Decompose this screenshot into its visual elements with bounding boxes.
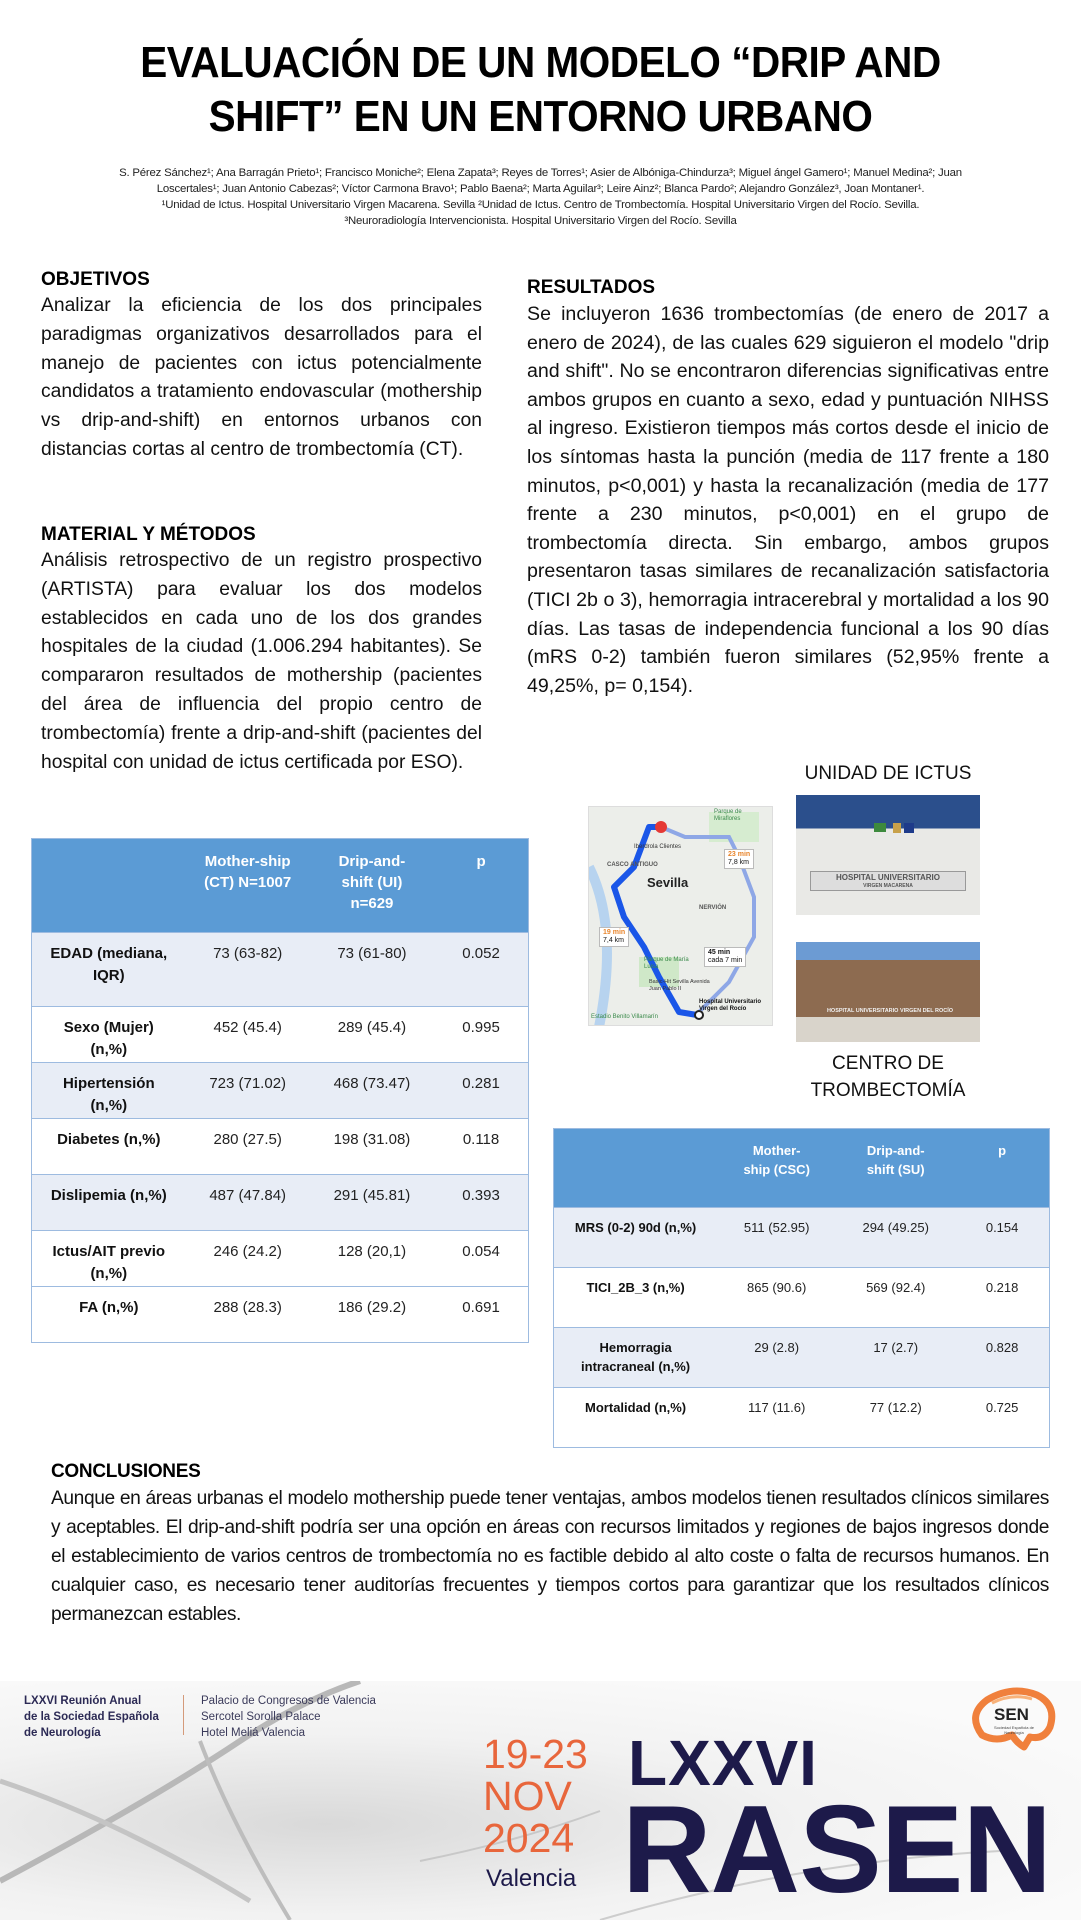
map-poi-label: Iberdrola Clientes (634, 844, 682, 850)
table-cell: 73 (63-82) (186, 933, 310, 1007)
table-header-row (554, 1129, 1050, 1208)
table-row (32, 1175, 529, 1231)
date-line: 2024 (483, 1815, 575, 1861)
route-badge-fast (599, 927, 629, 947)
table-header-row (32, 839, 529, 933)
table-cell: 288 (28.3) (186, 1287, 310, 1343)
hospital-sign-subtext: VIRGEN MACARENA (863, 883, 913, 889)
table-cell: 511 (52.95) (717, 1208, 836, 1268)
photo-centro-trombectomia (796, 942, 980, 1042)
section-resultados (527, 276, 1049, 700)
table-cell: 0.052 (434, 933, 528, 1007)
row-label: Hipertensión (n,%) (32, 1063, 186, 1119)
map-graphic (589, 807, 773, 1026)
figure-caption-unidad: UNIDAD DE ICTUS (804, 763, 972, 784)
map-poi-label: Estadio Benito Villamarín (591, 1014, 658, 1020)
route-time: 45 min (708, 949, 731, 956)
org-line: LXXVI Reunión Anual (24, 1695, 142, 1707)
congress-banner (0, 1681, 1081, 1920)
table-row (554, 1268, 1050, 1328)
table-row (554, 1208, 1050, 1268)
caption-line: CENTRO DE (832, 1053, 944, 1074)
affiliations-line: ¹Unidad de Ictus. Hospital Universitario Virgen Macarena. Sevilla ²Unidad de Ictus. Centro de Trombectomía. Hospital Universitario Virgen del Rocío. Sevilla. (161, 199, 920, 211)
table-header-cell: Mother-ship (CSC) (717, 1129, 836, 1208)
row-label: Hemorragia intracraneal (n,%) (554, 1328, 718, 1388)
map-area-label: CASCO ANTIGUO (607, 862, 658, 868)
section-text: Se incluyeron 1636 trombectomías (de enero de 2017 a enero de 2024), de las cuales 629 siguieron el modelo "drip and shift". No se encontraron diferencias significativas entre ambos grupos en cuanto a sexo, edad y puntuación NIHSS al ingreso. Existieron tiempos más cortos desde el inicio de los síntomas hasta la punción (media de 117 frente a 180 minutos, p<0,001) y hasta la recanalización (media de 177 frente a 230 minutos, p<0,001) en el grupo de trombectomía directa. Sin embargo, ambos grupos presentaron tasas similares de recanalización satisfactoria (TICI 2b o 3), hemorragia intracerebral y mortalidad a los 90 días. Las tasas de independencia funcional a los 90 días (mRS 0-2) también fueron similares (52,95% frente a 49,25%, p= 0,154). (527, 303, 1049, 697)
route-map (588, 806, 773, 1026)
route-frequency: cada 7 min (708, 957, 743, 964)
table-row (554, 1388, 1050, 1448)
venue-line: Hotel Meliá Valencia (201, 1727, 305, 1739)
congress-name: RASEN (622, 1781, 1052, 1919)
table-row (32, 1063, 529, 1119)
logo-text: SEN (994, 1705, 1029, 1724)
congress-edition: LXXVI (628, 1727, 818, 1799)
route-distance: 7,8 km (728, 859, 750, 866)
authors-line: Loscertales¹; Juan Antonio Cabezas²; Víctor Carmona Bravo¹; Pablo Baena²; Marta Aguilar³; Leire Ainz²; Blanca Pardo²; Alejandro González³, Joan Montaner¹. (156, 183, 925, 195)
table-header-cell (554, 1129, 718, 1208)
flag-icon (904, 823, 914, 833)
table-cell: 294 (49.25) (836, 1208, 955, 1268)
table-header-cell: p (434, 839, 528, 933)
map-city-label: Sevilla (647, 875, 689, 890)
table-cell: 0.691 (434, 1287, 528, 1343)
section-text: Análisis retrospectivo de un registro prospectivo (ARTISTA) para evaluar los dos modelos establecidos en cada uno de los dos grandes hospitales de la ciudad (1.006.294 habitantes). Se compararon resultados de mothership (pacientes del área de influencia del propio centro de trombectomía) frente a drip-and-shift (pacientes del hospital con unidad de ictus certificada por ESO). (41, 550, 482, 773)
section-metodos (41, 523, 482, 777)
row-label: TICI_2B_3 (n,%) (554, 1268, 718, 1328)
map-park-label: Parque de Miraflores (714, 809, 742, 822)
table-header-cell (32, 839, 186, 933)
org-line: de la Sociedad Española (24, 1711, 159, 1723)
venue-line: Sercotel Sorolla Palace (201, 1711, 321, 1723)
hospital-sign-text: HOSPITAL UNIVERSITARIO (835, 873, 940, 882)
flag-icon (893, 823, 901, 833)
table-cell: 246 (24.2) (186, 1231, 310, 1287)
table-cell: 0.154 (955, 1208, 1049, 1268)
route-badge-alt (724, 849, 754, 869)
org-line: de Neurología (24, 1727, 101, 1739)
table-cell: 569 (92.4) (836, 1268, 955, 1328)
authors-block (20, 165, 1061, 229)
table-row (554, 1328, 1050, 1388)
table-cell: 0.054 (434, 1231, 528, 1287)
congress-dates (483, 1733, 588, 1859)
section-objetivos (41, 268, 482, 465)
table-row (32, 1119, 529, 1175)
table-cell: 468 (73.47) (310, 1063, 434, 1119)
hospital-sign (810, 871, 966, 891)
row-label: Diabetes (n,%) (32, 1119, 186, 1175)
table-cell: 723 (71.02) (186, 1063, 310, 1119)
table-cell: 77 (12.2) (836, 1388, 955, 1448)
section-heading: CONCLUSIONES (51, 1461, 201, 1482)
caption-line: TROMBECTOMÍA (810, 1080, 966, 1101)
divider (183, 1695, 184, 1735)
baseline-table (31, 838, 529, 1343)
affiliations-line: ³Neuroradiología Intervencionista. Hospital Universitario Virgen del Rocío. Sevilla (344, 215, 737, 227)
sen-logo (962, 1685, 1062, 1757)
table-cell: 29 (2.8) (717, 1328, 836, 1388)
origin-pin-icon (655, 821, 667, 833)
table-cell: 0.281 (434, 1063, 528, 1119)
table-cell: 128 (20,1) (310, 1231, 434, 1287)
table-header-cell: p (955, 1129, 1049, 1208)
flag-icon (874, 823, 886, 832)
congress-venues (201, 1693, 376, 1741)
table-cell: 0.393 (434, 1175, 528, 1231)
table-row (32, 1231, 529, 1287)
table-cell: 289 (45.4) (310, 1007, 434, 1063)
authors-line: S. Pérez Sánchez¹; Ana Barragán Prieto¹; Francisco Moniche²; Elena Zapata³; Reyes de Torres¹; Asier de Albóniga-Chindurza³; Miguel ángel Gamero¹; Manuel Medina²; Juan (119, 167, 962, 179)
table-row (32, 1287, 529, 1343)
section-text: Aunque en áreas urbanas el modelo mothership puede tener ventajas, ambos modelos tienen resultados clínicos similares y aceptables. El drip-and-shift podría ser una opción en áreas con recursos limitados y regiones de bajos ingresos donde el establecimiento de varios centros de trombectomía no es factible debido al alto coste o falta de recursos humanos. En cualquier caso, es necesario tener auditorías frecuentes y tiempos cortos para garantizar que los resultados clínicos permanezcan estables. (51, 1488, 1049, 1625)
table-cell: 0.725 (955, 1388, 1049, 1448)
section-heading: OBJETIVOS (41, 269, 150, 290)
table-cell: 865 (90.6) (717, 1268, 836, 1328)
table-row (32, 933, 529, 1007)
venue-line: Palacio de Congresos de Valencia (201, 1695, 376, 1707)
section-conclusiones (51, 1460, 1049, 1629)
table-header-cell: Mother-ship (CT) N=1007 (186, 839, 310, 933)
table-cell: 73 (61-80) (310, 933, 434, 1007)
row-label: MRS (0-2) 90d (n,%) (554, 1208, 718, 1268)
route-time: 23 min (728, 851, 751, 858)
table-header-cell: Drip-and-shift (SU) (836, 1129, 955, 1208)
row-label: Ictus/AIT previo (n,%) (32, 1231, 186, 1287)
route-time: 19 min (603, 929, 626, 936)
date-line: 19-23 (483, 1731, 588, 1777)
map-destination-label: Hospital Universitario Virgen del Rocío (699, 999, 762, 1012)
table-cell: 280 (27.5) (186, 1119, 310, 1175)
row-label: Dislipemia (n,%) (32, 1175, 186, 1231)
section-heading: RESULTADOS (527, 277, 656, 298)
date-line: NOV (483, 1773, 572, 1819)
table-cell: 198 (31.08) (310, 1119, 434, 1175)
table-cell: 17 (2.7) (836, 1328, 955, 1388)
table-cell: 487 (47.84) (186, 1175, 310, 1231)
photo-unidad-ictus (796, 795, 980, 915)
poster-title: EVALUACIÓN DE UN MODELO “DRIP AND SHIFT” EN UN ENTORNO URBANO (140, 38, 941, 141)
table-cell: 291 (45.81) (310, 1175, 434, 1231)
table-row (32, 1007, 529, 1063)
table-cell: 186 (29.2) (310, 1287, 434, 1343)
section-text: Analizar la eficiencia de los dos principales paradigmas organizativos desarrollados para el manejo de pacientes con ictus potencialmente candidatos a tratamiento endovascular (mothership vs drip-and-shift) en entornos urbanos con distancias cortas al centro de trombectomía (CT). (41, 295, 482, 460)
section-heading: MATERIAL Y MÉTODOS (41, 524, 256, 545)
map-area-label: NERVIÓN (699, 905, 727, 911)
row-label: FA (n,%) (32, 1287, 186, 1343)
route-badge-transit (704, 947, 746, 967)
figure-caption-centro (790, 1050, 986, 1104)
table-cell: 117 (11.6) (717, 1388, 836, 1448)
row-label: EDAD (mediana, IQR) (32, 933, 186, 1007)
map-poi-label: Basic-Hit Sevilla Avenida Juan Pablo II (649, 979, 710, 992)
map-park-label: Parque de María Luisa (644, 957, 689, 970)
row-label: Mortalidad (n,%) (554, 1388, 718, 1448)
row-label: Sexo (Mujer) (n,%) (32, 1007, 186, 1063)
outcomes-table (553, 1128, 1050, 1448)
table-header-cell: Drip-and-shift (UI) n=629 (310, 839, 434, 933)
table-cell: 0.828 (955, 1328, 1049, 1388)
logo-subtext: Sociedad Española de Neurología (993, 1725, 1035, 1735)
table-cell: 452 (45.4) (186, 1007, 310, 1063)
hospital-sign: HOSPITAL UNIVERSITARIO VIRGEN DEL ROCÍO (826, 1008, 954, 1014)
table-cell: 0.218 (955, 1268, 1049, 1328)
table-cell: 0.118 (434, 1119, 528, 1175)
congress-organization (24, 1693, 159, 1741)
route-distance: 7,4 km (603, 937, 625, 944)
congress-city: Valencia (486, 1865, 577, 1892)
table-cell: 0.995 (434, 1007, 528, 1063)
